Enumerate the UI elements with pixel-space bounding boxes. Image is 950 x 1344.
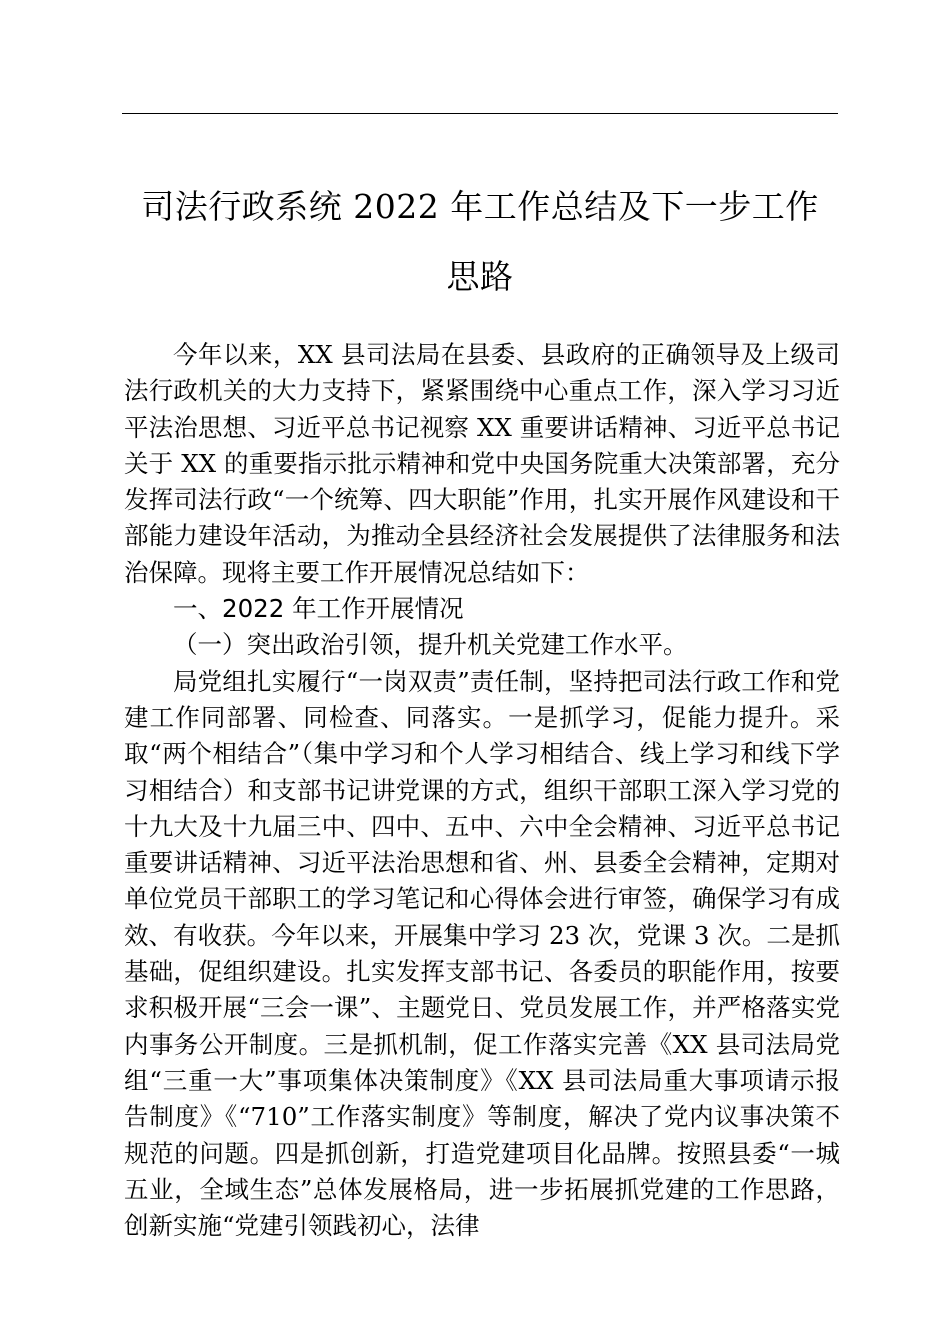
document-title [122,172,838,312]
subsection-heading-1: （一）突出政治引领，提升机关党建工作水平。 [173,630,688,660]
document-title-line-1: 司法行政系统 2022 年工作总结及下一步工作 [141,187,819,226]
header-divider-line [122,113,838,114]
document-title-line-2: 思路 [446,257,514,296]
section-heading-1: 一、2022 年工作开展情况 [173,594,464,624]
body-paragraph-1: 局党组扎实履行“一岗双责”责任制，坚持把司法行政工作和党建工作同部署、同检查、同落实。一是抓学习，促能力提升。采取“两个相结合”（集中学习和个人学习相结合、线上学习和线下学习相结合）和支部书记讲党课的方式，组织干部职工深入学习党的十九大及十九届三中、四中、五中、六中全会精神、习近平总书记重要讲话精神、习近平法治思想和省、州、县委全会精神，定期对单位党员干部职工的学习笔记和心得体会进行审签，确保学习有成效、有收获。今年以来，开展集中学习 23 次，党课 3 次。二是抓基础，促组织建设。扎实发挥支部书记、各委员的职能作用，按要求积极开展“三会一课”、主题党日、党员发展工作，并严格落实党内事务公开制度。三是抓机制，促工作落实完善《XX 县司法局党组“三重一大”事项集体决策制度》《XX 县司法局重大事项请示报告制度》《“710”工作落实制度》等制度，解决了党内议事决策不规范的问题。四是抓创新，打造党建项目化品牌。按照县委“一城五业，全域生态”总体发展格局，进一步拓展抓党建的工作思路，创新实施“党建引领践初心，法律 [124,666,840,1241]
document-body [124,337,840,1244]
intro-paragraph: 今年以来，XX 县司法局在县委、县政府的正确领导及上级司法行政机关的大力支持下，紧紧围绕中心重点工作，深入学习习近平法治思想、习近平总书记视察 XX 重要讲话精神、习近平总书记关于 XX 的重要指示批示精神和党中央国务院重大决策部署，充分发挥司法行政“一个统筹、四大职能”作用，扎实开展作风建设和干部能力建设年活动，为推动全县经济社会发展提供了法律服务和法治保障。现将主要工作开展情况总结如下： [124,340,840,587]
